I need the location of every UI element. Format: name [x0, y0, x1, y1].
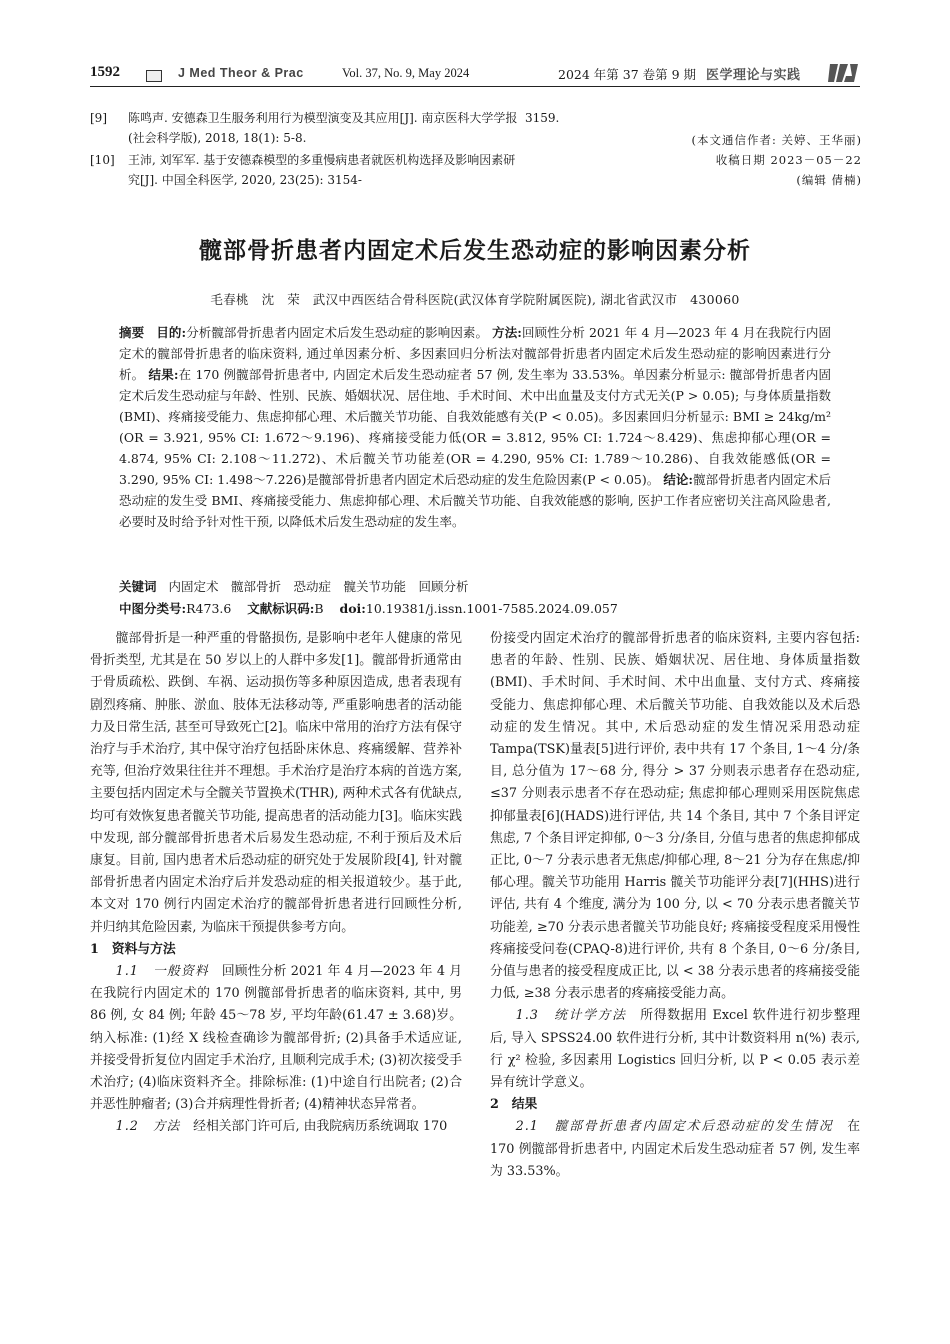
- editor: (编辑 倩楠): [796, 173, 862, 187]
- clc-label: 中图分类号:: [119, 601, 187, 616]
- section-2-1-text: 在 170 例髋部骨折患者中, 内固定术后发生恐动症者 57 例, 发生率为 33.53%。: [490, 1119, 860, 1179]
- ref-9-number: [9]: [90, 111, 107, 125]
- ref-10-number: [10]: [90, 153, 115, 167]
- abstract: [119, 322, 831, 532]
- doc-code-value: B: [314, 601, 324, 616]
- section-1-3: [490, 1005, 860, 1094]
- reference-continuation: [490, 108, 862, 188]
- running-header: [88, 62, 858, 86]
- ref-10-continuation: 3159.: [525, 111, 560, 125]
- section-1-2-text-b: 份接受内固定术治疗的髋部骨折患者的临床资料, 主要内容包括: 患者的年龄、性别、民族、婚姻状况、居住地、身体质量指数(BMI)、手术时间、手术时间、术中出血量、支付方式、疼痛接受能力、焦虑抑郁心理、术后髋关节功能、自我效能以及术后恐动症的发生情况。其中, 术后恐动症的发生情况采用恐动症 Tampa(TSK)量表[5]进行评价, 表中共有 17 个条目, 1～4 分/条目, 总分值为 17～68 分, 得分 > 37 分则表示患者存在恐动症, ≤37 分则表示患者不存在恐动症; 焦虑抑郁心理则采用医院焦虑抑郁量表[6](HADS)进行评估, 共 14 个条目, 其中 7 个条目评定焦虑, 7 个条目评定抑郁, 0～3 分/条目, 分值与患者的焦虑抑郁成正比, 0～7 分表示患者无焦虑/抑郁心理, 8～21 分为存在焦虑/抑郁心理。髋关节功能用 Harris 髋关节功能评分表[7](HHS)进行评估, 共有 4 个维度, 满分为 100 分, 以 < 70 分表示患者髋关节功能差, ≥70 分表示患者髋关节功能良好; 疼痛接受程度采用慢性疼痛接受问卷(CPAQ-8)进行评价, 共有 8 个条目, 0～6 分/条目, 分值与患者的接受程度成正比, 以 < 38 分表示患者的疼痛接受能力低, ≥38 分表示患者的疼痛接受能力高。: [490, 631, 860, 1002]
- body-column-left: [90, 628, 462, 1248]
- section-1-1: [90, 961, 462, 1116]
- section-1-2-label: 1.2 方法: [115, 1119, 181, 1135]
- volume-en: Vol. 37, No. 9, May 2024: [342, 66, 470, 80]
- section-1-1-text: 回顾性分析 2021 年 4 月—2023 年 4 月在我院行内固定术的 170 例髋部骨折患者的临床资料, 其中, 男 86 例, 女 84 例; 年龄 45～78 岁, 平均年龄(61.47 ± 3.68)岁。纳入标准: (1)经 X 线检查确诊为髋部骨折; (2)具备手术适应证, 并接受骨折复位内固定手术治疗, 且顺利完成手术; (3)初次接受手术治疗; (4)临床资料齐全。排除标准: (1)中途自行出院者; (2)合并恶性肿瘤者; (3)合并病理性骨折者; (4)精神状态异常者。: [90, 964, 462, 1113]
- section-1-3-text: 所得数据用 Excel 软件进行初步整理后, 导入 SPSS24.00 软件进行分析, 其中计数资料用 n(%) 表示, 行 χ² 检验, 多因素用 Logistics 回归分析, 以 P < 0.05 表示差异有统计学意义。: [490, 1008, 861, 1091]
- section-2-1-label: 2.1 髋部骨折患者内固定术后恐动症的发生情况: [515, 1119, 834, 1135]
- keywords-label: 关键词: [119, 579, 157, 594]
- journal-logo-icon: [828, 62, 858, 84]
- received-date: 收稿日期 2023－05－22: [715, 153, 862, 167]
- doi-label: doi:: [339, 601, 366, 616]
- correspondence: (本文通信作者: 关婷、王华丽): [691, 133, 862, 147]
- journal-name-cn: 医学理论与实践: [706, 67, 801, 82]
- body-column-right: [490, 628, 860, 1248]
- doc-code-label: 文献标识码:: [247, 601, 315, 616]
- methods-text: 回顾性分析 2021 年 4 月—2023 年 4 月在我院行内固定术的髋部骨折患者的临床资料, 通过单因素分析、多因素回归分析法对髋部骨折患者内固定术后发生恐动症的影响因素进行分析。: [119, 325, 831, 382]
- ref-10-text: 王沛, 刘军军. 基于安德森模型的多重慢病患者就医机构选择及影响因素研究[J]. 中国全科医学, 2020, 23(25): 3154-: [128, 153, 516, 187]
- clc-value: R473.6: [186, 601, 232, 616]
- section-2-1: [490, 1116, 860, 1183]
- classification-line: [119, 599, 831, 619]
- results-label: 结果:: [148, 367, 179, 382]
- keywords: [119, 577, 831, 597]
- section-2-heading: 2 结果: [490, 1097, 538, 1113]
- objective-text: 分析髋部骨折患者内固定术后发生恐动症的影响因素。: [186, 325, 489, 340]
- volume-cn: 2024 年第 37 卷第 9 期: [558, 67, 697, 82]
- doi-value: 10.19381/j.issn.1001-7585.2024.09.057: [365, 601, 618, 616]
- authors-affiliation: 毛春桃 沈 荣 武汉中西医结合骨科医院(武汉体育学院附属医院), 湖北省武汉市 430060: [210, 292, 740, 307]
- abstract-label: 摘要: [119, 325, 145, 340]
- section-1-2: [90, 1116, 462, 1138]
- header-rule: [90, 86, 860, 87]
- conclusion-label: 结论:: [663, 472, 694, 487]
- header-box-icon: [146, 70, 162, 82]
- section-1-2-text-a: 经相关部门许可后, 由我院病历系统调取 170: [193, 1119, 448, 1135]
- conclusion-text: 髋部骨折患者内固定术后恐动症的发生受 BMI、疼痛接受能力、焦虑抑郁心理、术后髋关节功能、自我效能感的影响, 医护工作者应密切关注高风险患者, 必要时及时给予针对性干预, 以降低术后发生恐动症的发生率。: [119, 472, 831, 529]
- objective-label: 目的:: [156, 325, 187, 340]
- section-1-heading: 1 资料与方法: [90, 941, 176, 957]
- section-1-1-label: 1.1 一般资料: [115, 964, 209, 980]
- results-text: 在 170 例髋部骨折患者中, 内固定术后发生恐动症者 57 例, 发生率为 33.53%。单因素分析显示: 髋部骨折患者内固定术后发生恐动症与年龄、性别、民族、婚姻状况、居住地、手术时间、术中出血量及支付方式无关(P > 0.05); 与身体质量指数(BMI)、疼痛接受能力、焦虑抑郁心理、术后髋关节功能、自我效能感有关(P < 0.05)。多因素回归分析显示: BMI ≥ 24kg/m² (OR = 3.921, 95% CI: 1.672～9.196)、疼痛接受能力低(OR = 3.812, 95% CI: 1.724～8.429)、焦虑抑郁心理(OR = 4.874, 95% CI: 2.108～11.272)、术后髋关节功能差(OR = 4.290, 95% CI: 1.789～10.286)、自我效能感低(OR = 3.290, 95% CI: 1.498～7.226)是髋部骨折患者内固定术后恐动症的发生危险因素(P < 0.05)。: [119, 367, 831, 487]
- article-title: 髋部骨折患者内固定术后发生恐动症的影响因素分析: [199, 237, 751, 264]
- ref-9-text: 陈鸣声. 安德森卫生服务利用行为模型演变及其应用[J]. 南京医科大学学报(社会科学版), 2018, 18(1): 5-8.: [128, 111, 518, 145]
- journal-name-en: J Med Theor & Prac: [178, 66, 304, 80]
- methods-label: 方法:: [492, 325, 522, 340]
- page-number: 1592: [90, 64, 120, 80]
- keywords-text: 内固定术 髋部骨折 恐动症 髋关节功能 回顾分析: [168, 579, 469, 594]
- intro-paragraph: 髋部骨折是一种严重的骨骼损伤, 是影响中老年人健康的常见骨折类型, 尤其是在 50 岁以上的人群中多发[1]。髋部骨折通常由于骨质疏松、跌倒、车祸、运动损伤等多种原因造成, 患者表现有剧烈疼痛、肿胀、淤血、肢体无法移动等, 严重影响患者的活动能力及日常生活, 甚至可导致死亡[2]。临床中常用的治疗方法有保守治疗与手术治疗, 其中保守治疗包括卧床休息、疼痛缓解、营养补充等, 但治疗效果往往并不理想。手术治疗是治疗本病的首选方案, 主要包括内固定术与全髋关节置换术(THR), 两种术式各有优缺点, 均可有效恢复患者髋关节功能, 提高患者的活动能力[3]。临床实践中发现, 部分髋部骨折患者术后易发生恐动症, 不利于预后及术后康复。目前, 国内患者术后恐动症的研究处于发展阶段[4], 针对髋部骨折患者内固定术治疗后并发恐动症的相关报道较少。基于此, 本文对 170 例行内固定术治疗的髋部骨折患者进行回顾性分析, 并归纳其危险因素, 为临床干预提供参考方向。: [90, 631, 462, 935]
- reference-list: [90, 108, 518, 198]
- section-1-3-label: 1.3 统计学方法: [515, 1008, 627, 1024]
